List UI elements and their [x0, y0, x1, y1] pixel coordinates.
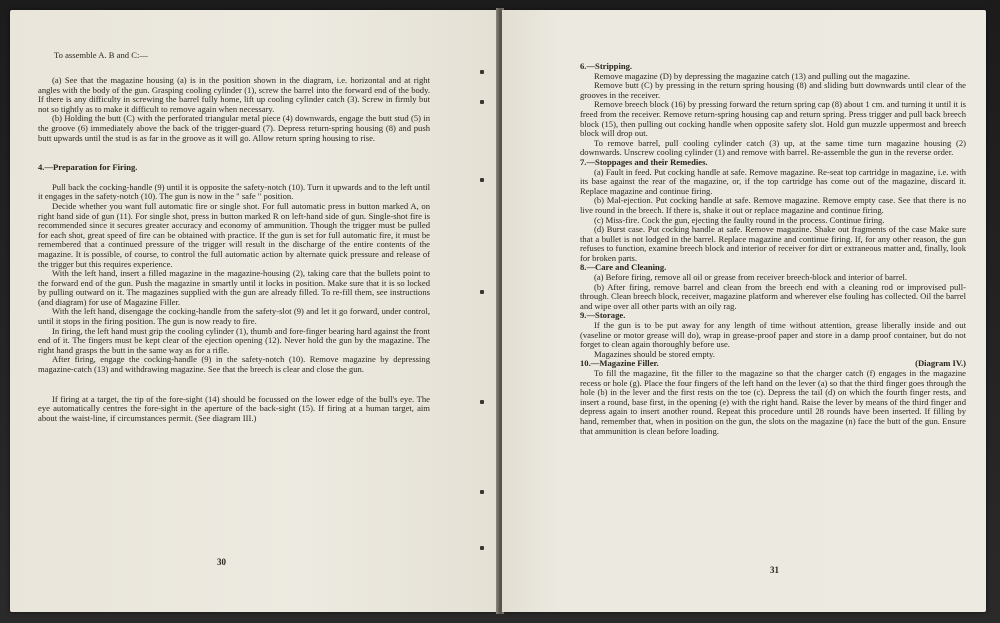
s6-paragraph: Remove breech block (16) by pressing forward the return spring cap (8) about 1 cm. and turning it until it is freed from the receiver. Remove return-spring housing cap and return spring. Press trigger and pull back breech block (15), then pulling out cocking handle when opposite safety slot. Hold gun muzzle uppermost and breech block will drop out. — [580, 99, 966, 139]
s7-item: (d) Burst case. Put cocking handle at safe. Remove magazine. Shake out fragments of the case Make sure that a bullet is not lodged in the barrel. Replace magazine and continue firing. If, for any other reason, the gun refuses to function, examine breech block and interior of receiver for dirt or extraneous matter and, finally, look for broken parts. — [580, 224, 966, 263]
s9-paragraph: Magazines should be stored empty. — [594, 348, 715, 359]
s9-paragraph: If the gun is to be put away for any length of time without attention, grease liberally inside and out (vaseline or motor grease will do), wrap in grease-proof paper and store in a damp proof container, but do not forget to clean again thoroughly before use. — [580, 320, 966, 350]
section-6-title: 6.—Stripping. — [580, 61, 633, 71]
staple-hole — [480, 400, 484, 404]
s10-paragraph: To fill the magazine, fit the filler to the magazine so that the charger catch (f) engages in the magazine recess or hole (g). Place the four fingers of the left hand on the lever (a) so that the third finger goes through the hole (b) in the lever and the first rests on the toe (c). Depress the tail (d) on which the fourth finger rests, and insert a round, base first, in the opening (e) with the right hand. Raise the lever by means of the third finger and depress again to insert another round. Repeat this procedure until 28 rounds have been inserted. If filling by hand, remember that, when in position on the gun, the slots on the magazine (n) face the butt of the gun. Ensure that ammunition is clean before loading. — [580, 368, 966, 436]
page-number: 30 — [217, 557, 226, 567]
s4-paragraph: Pull back the cocking-handle (9) until it is opposite the safety-notch (10). Turn it upwards and to the left until it engages in the safety-notch (10). The gun is now in the " safe " position. — [38, 181, 430, 202]
para-b: (b) Holding the butt (C) with the perforated triangular metal piece (4) downwards, engage the butt stud (5) in the groove (6) immediately above the back of the trigger-guard (7). Depress return-spring housing (8) and push butt upwards until the stud is as far in the groove as it will go. Allow return spring housing to rise. — [38, 113, 430, 143]
left-page — [10, 10, 498, 612]
section-7-title: 7.—Stoppages and their Remedies. — [580, 156, 708, 167]
left-page-body — [38, 76, 430, 423]
s7-item: (a) Fault in feed. Put cocking handle at safe. Remove magazine. Re-seat top cartridge in magazine, i.e. with its base against the rear of the magazine, or, if the top cartridge has come out of the magazine, discard it. Replace magazine and continue firing. — [580, 166, 966, 196]
s6-paragraph: Remove magazine (D) by depressing the magazine catch (13) and pulling out the magazine. — [594, 70, 910, 81]
s4-paragraph: Decide whether you want full automatic fire or single shot. For full automatic press in button marked A, on right hand side of gun (11). For single shot, press in button marked R on left-hand side of gun. Single-shot fire is recommended since it secures greater accuracy and economy of ammunition. Though the trigger must be pulled for each shot, great speed of fire can be obtained with practice. If the gun is set for full automatic fire, it must be remembered that a continued pressure of the trigger will result in the discharge of the entire contents of the magazine. It is possible, of course, to control the full automatic action by alternate quick pressure and release of the trigger but this requires experience. — [38, 200, 430, 269]
s4-paragraph: With the left hand, insert a filled magazine in the magazine-housing (2), taking care that the bullets point to the forward end of the gun. Push the magazine in smartly until it locks in position. Make sure that it is so locked by pulling outward on it. The magazines supplied with the gun are already filled. To re-fill them, see instructions (and diagram) for use of Magazine Filler. — [38, 268, 430, 307]
assembly-heading: To assemble A. B and C:— — [54, 50, 148, 60]
s4-paragraph: After firing, engage the cocking-handle (9) in the safety-notch (10). Remove magazine by depressing magazine-catch (13) and withdrawing magazine. See that the breech is clear and close the gun. — [38, 354, 430, 375]
s8-item: (b) After firing, remove barrel and clean from the breech end with a cleaning rod or improvised pull-through. Clean breech block, receiver, magazine platform and wherever else fouling has collected. Oil the barrel and wipe over all other parts with an oily rag. — [580, 281, 966, 311]
section-9-title: 9.—Storage. — [580, 310, 626, 321]
staple-hole — [480, 100, 484, 104]
right-page-body — [580, 62, 966, 436]
staple-hole — [480, 70, 484, 74]
section-10-title: 10.—Magazine Filler. — [580, 358, 659, 369]
s4-paragraph: If firing at a target, the tip of the fore-sight (14) should be focussed on the lower edge of the bull's eye. The eye automatically centres the fore-sight in the aperture of the back-sight (15). If firing at a human target, aim about the waist-line, if circumstances permit. (See diagram III.) — [38, 393, 430, 423]
staple-hole — [480, 178, 484, 182]
section-8-title: 8.—Care and Cleaning. — [580, 262, 667, 273]
staple-hole — [480, 290, 484, 294]
s7-item: (c) Miss-fire. Cock the gun, ejecting the faulty round in the process. Continue firing. — [594, 214, 885, 225]
section-4-title: 4.—Preparation for Firing. — [38, 162, 138, 173]
s7-item: (b) Mal-ejection. Put cocking handle at safe. Remove magazine. Remove empty case. See that there is no live round in the breech. If there is, shake it out or replace magazine and continue firing. — [580, 195, 966, 215]
s8-item: (a) Before firing, remove all oil or grease from receiver breech-block and interior of barrel. — [594, 272, 908, 283]
s6-paragraph: Remove butt (C) by pressing in the return spring housing (8) and sliding butt downwards until clear of the grooves in the receiver. — [580, 80, 966, 100]
s4-paragraph: With the left hand, disengage the cocking-handle from the safety-slot (9) and let it go forward, under control, until it stops in the firing position. The gun is now ready to fire. — [38, 306, 430, 327]
s6-paragraph: To remove barrel, pull cooling cylinder catch (3) up, at the same time turn magazine housing (2) downwards. Unscrew cooling cylinder (1) and remove with barrel. Re-assemble the gun in the reverse order. — [580, 137, 966, 158]
diagram-reference: (Diagram IV.) — [915, 358, 966, 369]
para-a: (a) See that the magazine housing (a) is in the position shown in the diagram, i.e. horizontal and at right angles with the body of the gun. Grasping cooling cylinder (1), screw the barrel into the forward end of the body. If there is any difficulty in screwing the barrel fully home, lift up cooling cylinder catch (3). Screw in firmly but not so tightly as to make it difficult to remove again when necessary. — [38, 75, 430, 114]
staple-hole — [480, 546, 484, 550]
page-number: 31 — [770, 565, 779, 575]
s4-paragraph: In firing, the left hand must grip the cooling cylinder (1), thumb and fore-finger bearing hard against the front end of it. The fingers must be kept clear of the ejection opening (12). Never hold the gun by the magazine. The right hand grasps the butt in the same way as for a rifle. — [38, 325, 430, 355]
staple-hole — [480, 490, 484, 494]
right-page — [502, 10, 986, 612]
